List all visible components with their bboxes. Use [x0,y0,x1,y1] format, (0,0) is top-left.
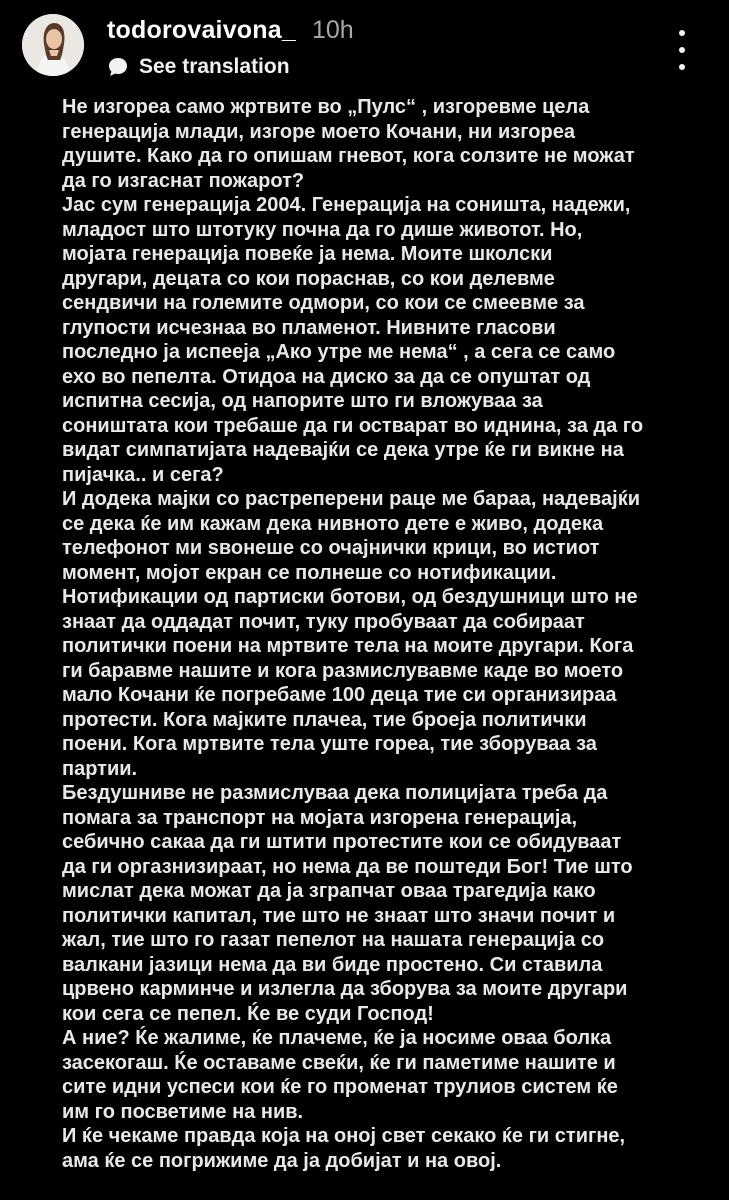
post-header [0,0,729,90]
username-row [107,16,354,50]
see-translation-label: See translation [139,55,290,78]
more-vertical-icon-dot-2 [679,47,685,53]
post-paragraph: Не изгореа само жртвите во „Пулс“ , изгоревме цела генерација млади, изгоре моето Кочани, ни изгореа душите. Како да го опишам гневот, кога солзите не можат да го изгаснат пожарот? [62,96,635,192]
more-vertical-icon-dot-3 [679,64,685,70]
avatar[interactable] [22,14,84,76]
post-paragraph: И додека мајки со растреперени раце ме бараа, надевајќи се дека ќе им кажам дека нивното дете е живо, додека телефонот ми ѕвонеше со очајнички крици, во истиот момент, мојот екран се полнеше со нотификации. Нотификации од партиски ботови, од бездушници што не знаат да оддадат почит, туку пробуваат да собираат политички поени на мртвите тела на моите другари. Кога ги баравме нашите и кога размислувавме каде во моето мало Кочани ќе погребаме 100 деца тие си организираа протести. Кога мајките плачеа, тие броеја политички поени. Кога мртвите тела уште гореа, тие зборуваа за партии. [62,488,641,780]
post-paragraph: И ќе чекаме правда која на оној свет секако ќе ги стигне, ама ќе се погрижиме да ја добијат и на овој. [62,1125,626,1172]
post-time: 10h [311,16,354,44]
translate-bubble-icon [107,56,129,78]
post-paragraph: Бездушниве не размислуваа дека полицијата треба да помага за транспорт на мојата изгорена генерација, себично сакаа да ги штити протестите кои се обидуваат да ги оргазнизираат, но нема да ве поштеди Бог! Тие што мислат дека можат да ја зграпчат оваа трагедија како политички капитал, тие што не знаат што значи почит и жал, тие што го газат пепелот на нашата генерација со валкани јазици нема да ви биде простено. Си ставила црвено карминче и излегла да зборува за моите другари кои сега се пепел. Ќе ве суди Господ! [62,782,633,1025]
see-translation-button[interactable] [107,53,290,81]
more-options-button[interactable] [672,30,692,70]
more-vertical-icon-dot-1 [679,30,685,36]
username[interactable]: todorovaivona_ [107,16,296,44]
post-paragraph: А ние? Ќе жалиме, ќе плачеме, ќе ја носиме оваа болка засекогаш. Ќе оставаме свеќи, ќе ги паметиме нашите и сите идни успеси кои ќе го променат трулиов систем ќе им го посветиме на нив. [62,1027,618,1123]
post-paragraph: Јас сум генерација 2004. Генерација на соништа, надежи, младост што штотуку почна да го дише животот. Но, мојата генерација повеќе ја нема. Моите школски другари, децата со кои пораснав, со кои делевме сендвичи на големите одмори, со кои се смеевме за глупости исчезнаа во пламенот. Нивните гласови последно ја испееја „Ако утре ме нема“ , а сега се само ехо во пепелта. Отидоа на диско за да се опуштат од испитна сесија, од напорите што ги вложуваа за соништата кои требаше да ги остварат во иднина, за да го видат симпатијата надевајќи се дека утре ќе ги викне на пијачка.. и сега? [62,194,644,486]
profile-photo [22,14,84,76]
post-text [62,95,702,1173]
